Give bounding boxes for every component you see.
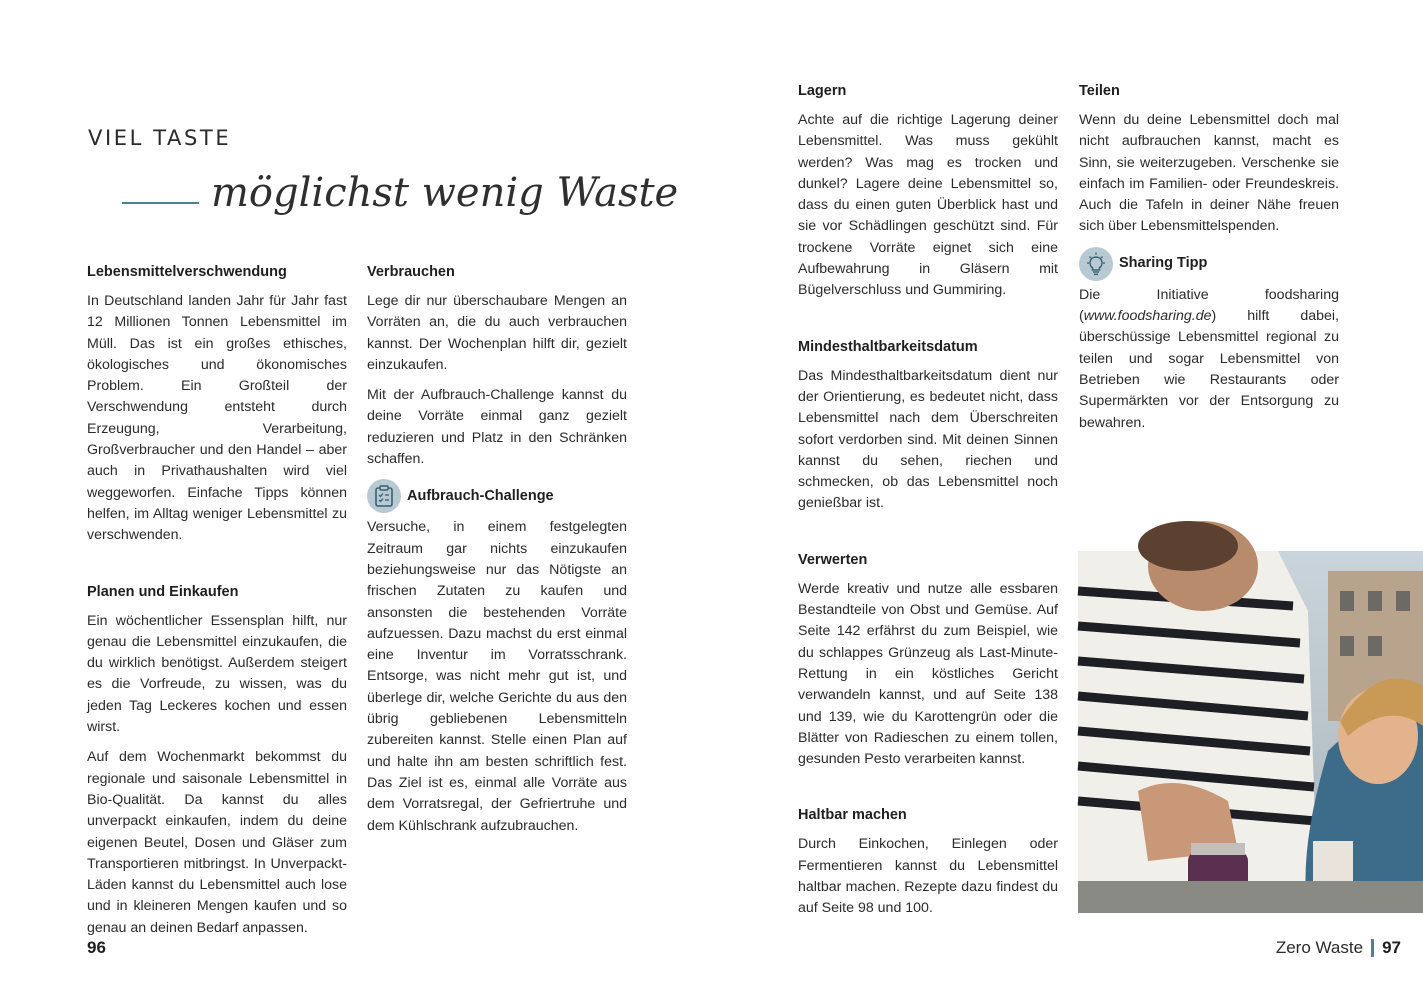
heading-lebensmittelverschwendung: Lebensmittelverschwendung — [87, 264, 287, 280]
column-2 — [367, 262, 627, 846]
heading-teilen: Teilen — [1079, 83, 1120, 99]
page-number-right: 97 — [1382, 938, 1401, 957]
tip-header-aufbrauch — [367, 479, 627, 513]
paragraph: Durch Einkochen, Einlegen oder Fermentieren kannst du Lebensmittel haltbar machen. Rezepte dazu findest du auf Seite 98 und 100. — [798, 836, 1058, 917]
foodsharing-link[interactable]: www.foodsharing.de — [1083, 308, 1212, 325]
paragraph: Auf dem Wochenmarkt bekommst du regionale und saisonale Lebensmittel in Bio-Qualität. Da kannst du alles unverpackt einkaufen, indem du deine eigenen Beutel, Dosen und Gläser zum Transportieren mitbringst. In Unverpackt-Läden kannst du Lebensmittel auch lose und in kleineren Mengen kaufen und so genau an deinen Bedarf anpassen. — [87, 749, 347, 936]
heading-lagern: Lagern — [798, 83, 847, 99]
paragraph: Werde kreativ und nutze alle essbaren Bestandteile von Obst und Gemüse. Auf Seite 142 erfährst du zum Beispiel, wie du schlappes Grünzeug als Last-Minute-Rettung in ein köstliches Gericht verwandeln kannst, und auf Seite 138 und 139, wie du Karottengrün oder die Blätter von Radieschen zu einem tollen, gesunden Pesto verarbeiten kannst. — [798, 580, 1058, 768]
text-run: ) hilft dabei, überschüssige Lebensmittel regional zu teilen und sogar Lebensmittel von Betrieben wie Restaurants oder Supermärkten vor der Entsorgung zu bewahren. — [1079, 308, 1339, 431]
paragraph: Mit der Aufbrauch-Challenge kannst du deine Vorräte einmal ganz gezielt reduzieren und Platz in den Schränken schaffen. — [367, 387, 627, 468]
paragraph: In Deutschland landen Jahr für Jahr fast 12 Millionen Tonnen Lebensmittel im Müll. Das ist ein großes ethisches, ökologisches und ökonomisches Problem. Ein Großteil der Verschwendung entsteht durch Erzeugung, Verarbeitung, Großverbraucher und den Handel – aber auch in Privathaushalten wird viel weggeworfen. Einfache Tipps können helfen, im Alltag weniger Lebensmittel zu verschwenden. — [87, 293, 347, 544]
clipboard-checklist-icon — [367, 479, 401, 513]
page-number-left: 96 — [87, 938, 106, 957]
kicker-title: VIEL TASTE — [88, 126, 232, 150]
section-title: Zero Waste — [1275, 938, 1364, 957]
paragraph: Das Mindesthaltbarkeitsdatum dient nur der Orientierung, es bedeutet nicht, dass Lebensmittel nach dem Überschreiten sofort verdorben sind. Mit deinen Sinnen kannst du sehen, riechen und schmecken, ob das Lebensmittel noch genießbar ist. — [798, 367, 1058, 512]
tip-header-sharing — [1079, 247, 1339, 281]
paragraph — [1079, 285, 1339, 434]
photo-man-and-child — [1078, 551, 1423, 913]
footer-right — [1276, 938, 1401, 958]
script-heading — [205, 148, 679, 238]
paragraph: Versuche, in einem festgelegten Zeitraum gar nichts einzukaufen beziehungsweise nur das Nötigste an frischen Zutaten zu kaufen und ansonsten die bestehenden Vorräte aufzuessen. Dazu machst du erst einmal eine Inventur im Vorratsschrank. Entsorge, was nicht mehr gut ist, und überlege dir, welche Gerichte du aus den übrig gebliebenen Lebensmitteln zubereiten kannst. Stelle einen Plan auf und halte ihn am besten schriftlich fest. Das Ziel ist es, einmal alle Vorräte aus dem Vorratsregal, der Gefriertruhe und dem Kühlschrank aufzubrauchen. — [367, 519, 627, 834]
paragraph: Wenn du deine Lebensmittel doch mal nicht aufbrauchen kannst, macht es Sinn, sie weiterzugeben. Verschenke sie einfach im Familien- oder Freundeskreis. Auch die Tafeln in deiner Nähe freuen sich über Lebensmittelspenden. — [1079, 112, 1339, 235]
tip-title: Sharing Tipp — [1119, 255, 1208, 272]
heading-verbrauchen: Verbrauchen — [367, 264, 455, 280]
column-4 — [1079, 81, 1339, 443]
column-3 — [798, 81, 1058, 929]
heading-verwerten: Verwerten — [798, 551, 868, 568]
heading-mindesthaltbarkeitsdatum: Mindesthaltbarkeitsdatum — [798, 338, 978, 355]
paragraph: Lege dir nur überschaubare Mengen an Vorräten an, die du auch verbrauchen kannst. Der Wochenplan hilft dir, gezielt einzukaufen. — [367, 293, 627, 373]
heading-planen-einkaufen: Planen und Einkaufen — [87, 583, 239, 600]
decorative-rule — [122, 202, 199, 204]
paragraph: Ein wöchentlicher Essensplan hilft, nur genau die Lebensmittel einzukaufen, die du wirklich benötigst. Außerdem steigert es die Vorfreude, zu wissen, was du jeden Tag Leckeres kochen und essen wirst. — [87, 612, 347, 736]
lightbulb-icon — [1079, 247, 1113, 281]
text-run: Die Initiative foodsharing ( — [1079, 286, 1339, 325]
column-1 — [87, 262, 347, 948]
tip-title: Aufbrauch-Challenge — [407, 487, 554, 504]
script-heading-text: möglichst wenig Waste — [211, 170, 679, 216]
heading-haltbar-machen: Haltbar machen — [798, 807, 907, 824]
paragraph: Achte auf die richtige Lagerung deiner Lebensmittel. Was muss gekühlt werden? Was mag es trocken und dunkel? Lagere deine Lebensmittel so, dass du einen guten Überblick hast und sie vor Schädlingen geschützt sind. Für trockene Vorräte eignet sich eine Aufbewahrung in Gläsern mit Bügelverschluss und Gummiring. — [798, 112, 1058, 299]
separator-bar — [1371, 939, 1374, 957]
